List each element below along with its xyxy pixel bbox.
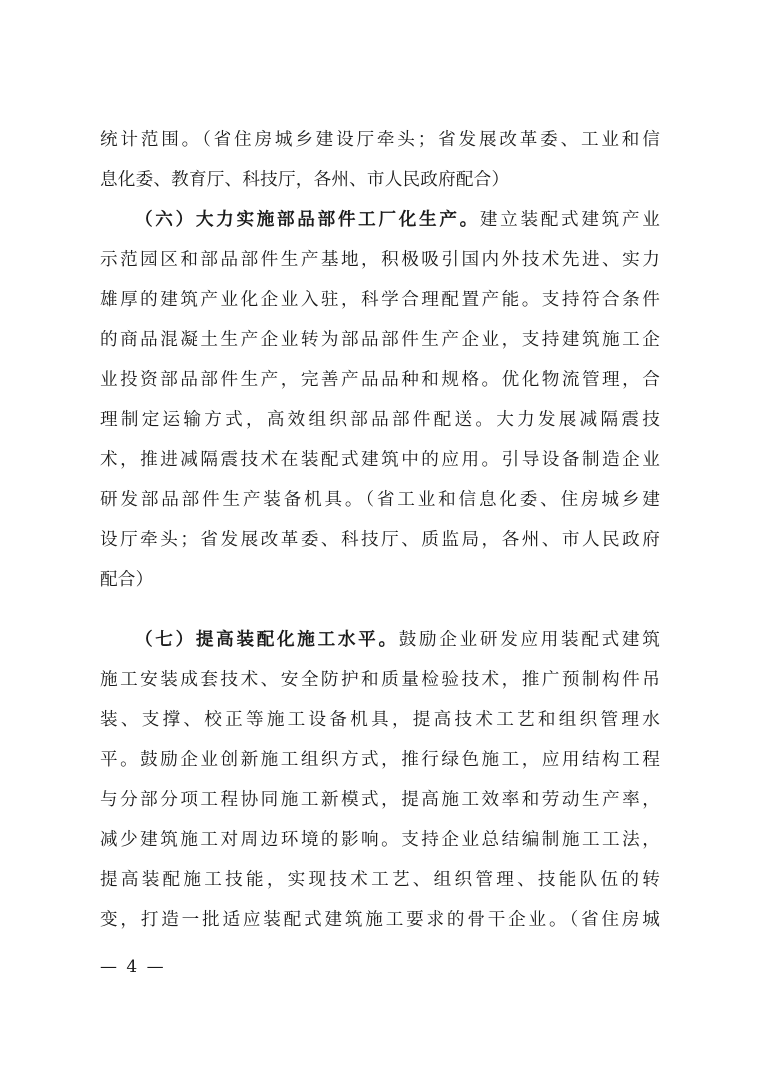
body-text-line: 配合） bbox=[100, 570, 154, 590]
body-text-line: 提高装配施工技能，实现技术工艺、组织管理、技能队伍的转 bbox=[100, 870, 660, 890]
section-heading-6: （六）大力实施部品部件工厂化生产。 bbox=[135, 209, 480, 230]
body-text-line: 息化委、教育厅、科技厅，各州、市人民政府配合） bbox=[100, 170, 510, 190]
body-text-line: 研发部品部件生产装备机具。（省工业和信息化委、住房城乡建 bbox=[100, 490, 660, 510]
page-number: — 4 — bbox=[100, 957, 166, 977]
section-heading-7: （七）提高装配化施工水平。 bbox=[135, 629, 399, 650]
body-text-line: 与分部分项工程协同施工新模式，提高施工效率和劳动生产率， bbox=[100, 790, 660, 810]
body-text-line: 施工安装成套技术、安全防护和质量检验技术，推广预制构件吊 bbox=[100, 670, 660, 690]
body-text-line: 示范园区和部品部件生产基地，积极吸引国内外技术先进、实力 bbox=[100, 250, 660, 270]
body-text-line: 平。鼓励企业创新施工组织方式，推行绿色施工，应用结构工程 bbox=[100, 750, 660, 770]
body-text-line: 装、支撑、校正等施工设备机具，提高技术工艺和组织管理水 bbox=[100, 710, 660, 730]
body-text-line: 术，推进减隔震技术在装配式建筑中的应用。引导设备制造企业 bbox=[100, 450, 660, 470]
body-text-line: 理制定运输方式，高效组织部品部件配送。大力发展减隔震技 bbox=[100, 410, 660, 430]
body-text-line: 设厅牵头；省发展改革委、科技厅、质监局，各州、市人民政府 bbox=[100, 530, 660, 550]
section-7-first-line bbox=[135, 625, 660, 655]
body-text-line: 雄厚的建筑产业化企业入驻，科学合理配置产能。支持符合条件 bbox=[100, 290, 660, 310]
body-text-line: 减少建筑施工对周边环境的影响。支持企业总结编制施工工法， bbox=[100, 830, 660, 850]
section-6-intro-text: 建立装配式建筑产业 bbox=[479, 210, 660, 230]
body-text-line: 变，打造一批适应装配式建筑施工要求的骨干企业。（省住房城 bbox=[100, 910, 660, 930]
section-7-intro-text: 鼓励企业研发应用装配式建筑 bbox=[398, 630, 660, 650]
body-text-line: 的商品混凝土生产企业转为部品部件生产企业，支持建筑施工企 bbox=[100, 330, 660, 350]
section-6-first-line bbox=[135, 205, 660, 235]
body-text-line: 业投资部品部件生产，完善产品品种和规格。优化物流管理，合 bbox=[100, 370, 660, 390]
body-text-line: 统计范围。（省住房城乡建设厅牵头；省发展改革委、工业和信 bbox=[100, 130, 660, 150]
